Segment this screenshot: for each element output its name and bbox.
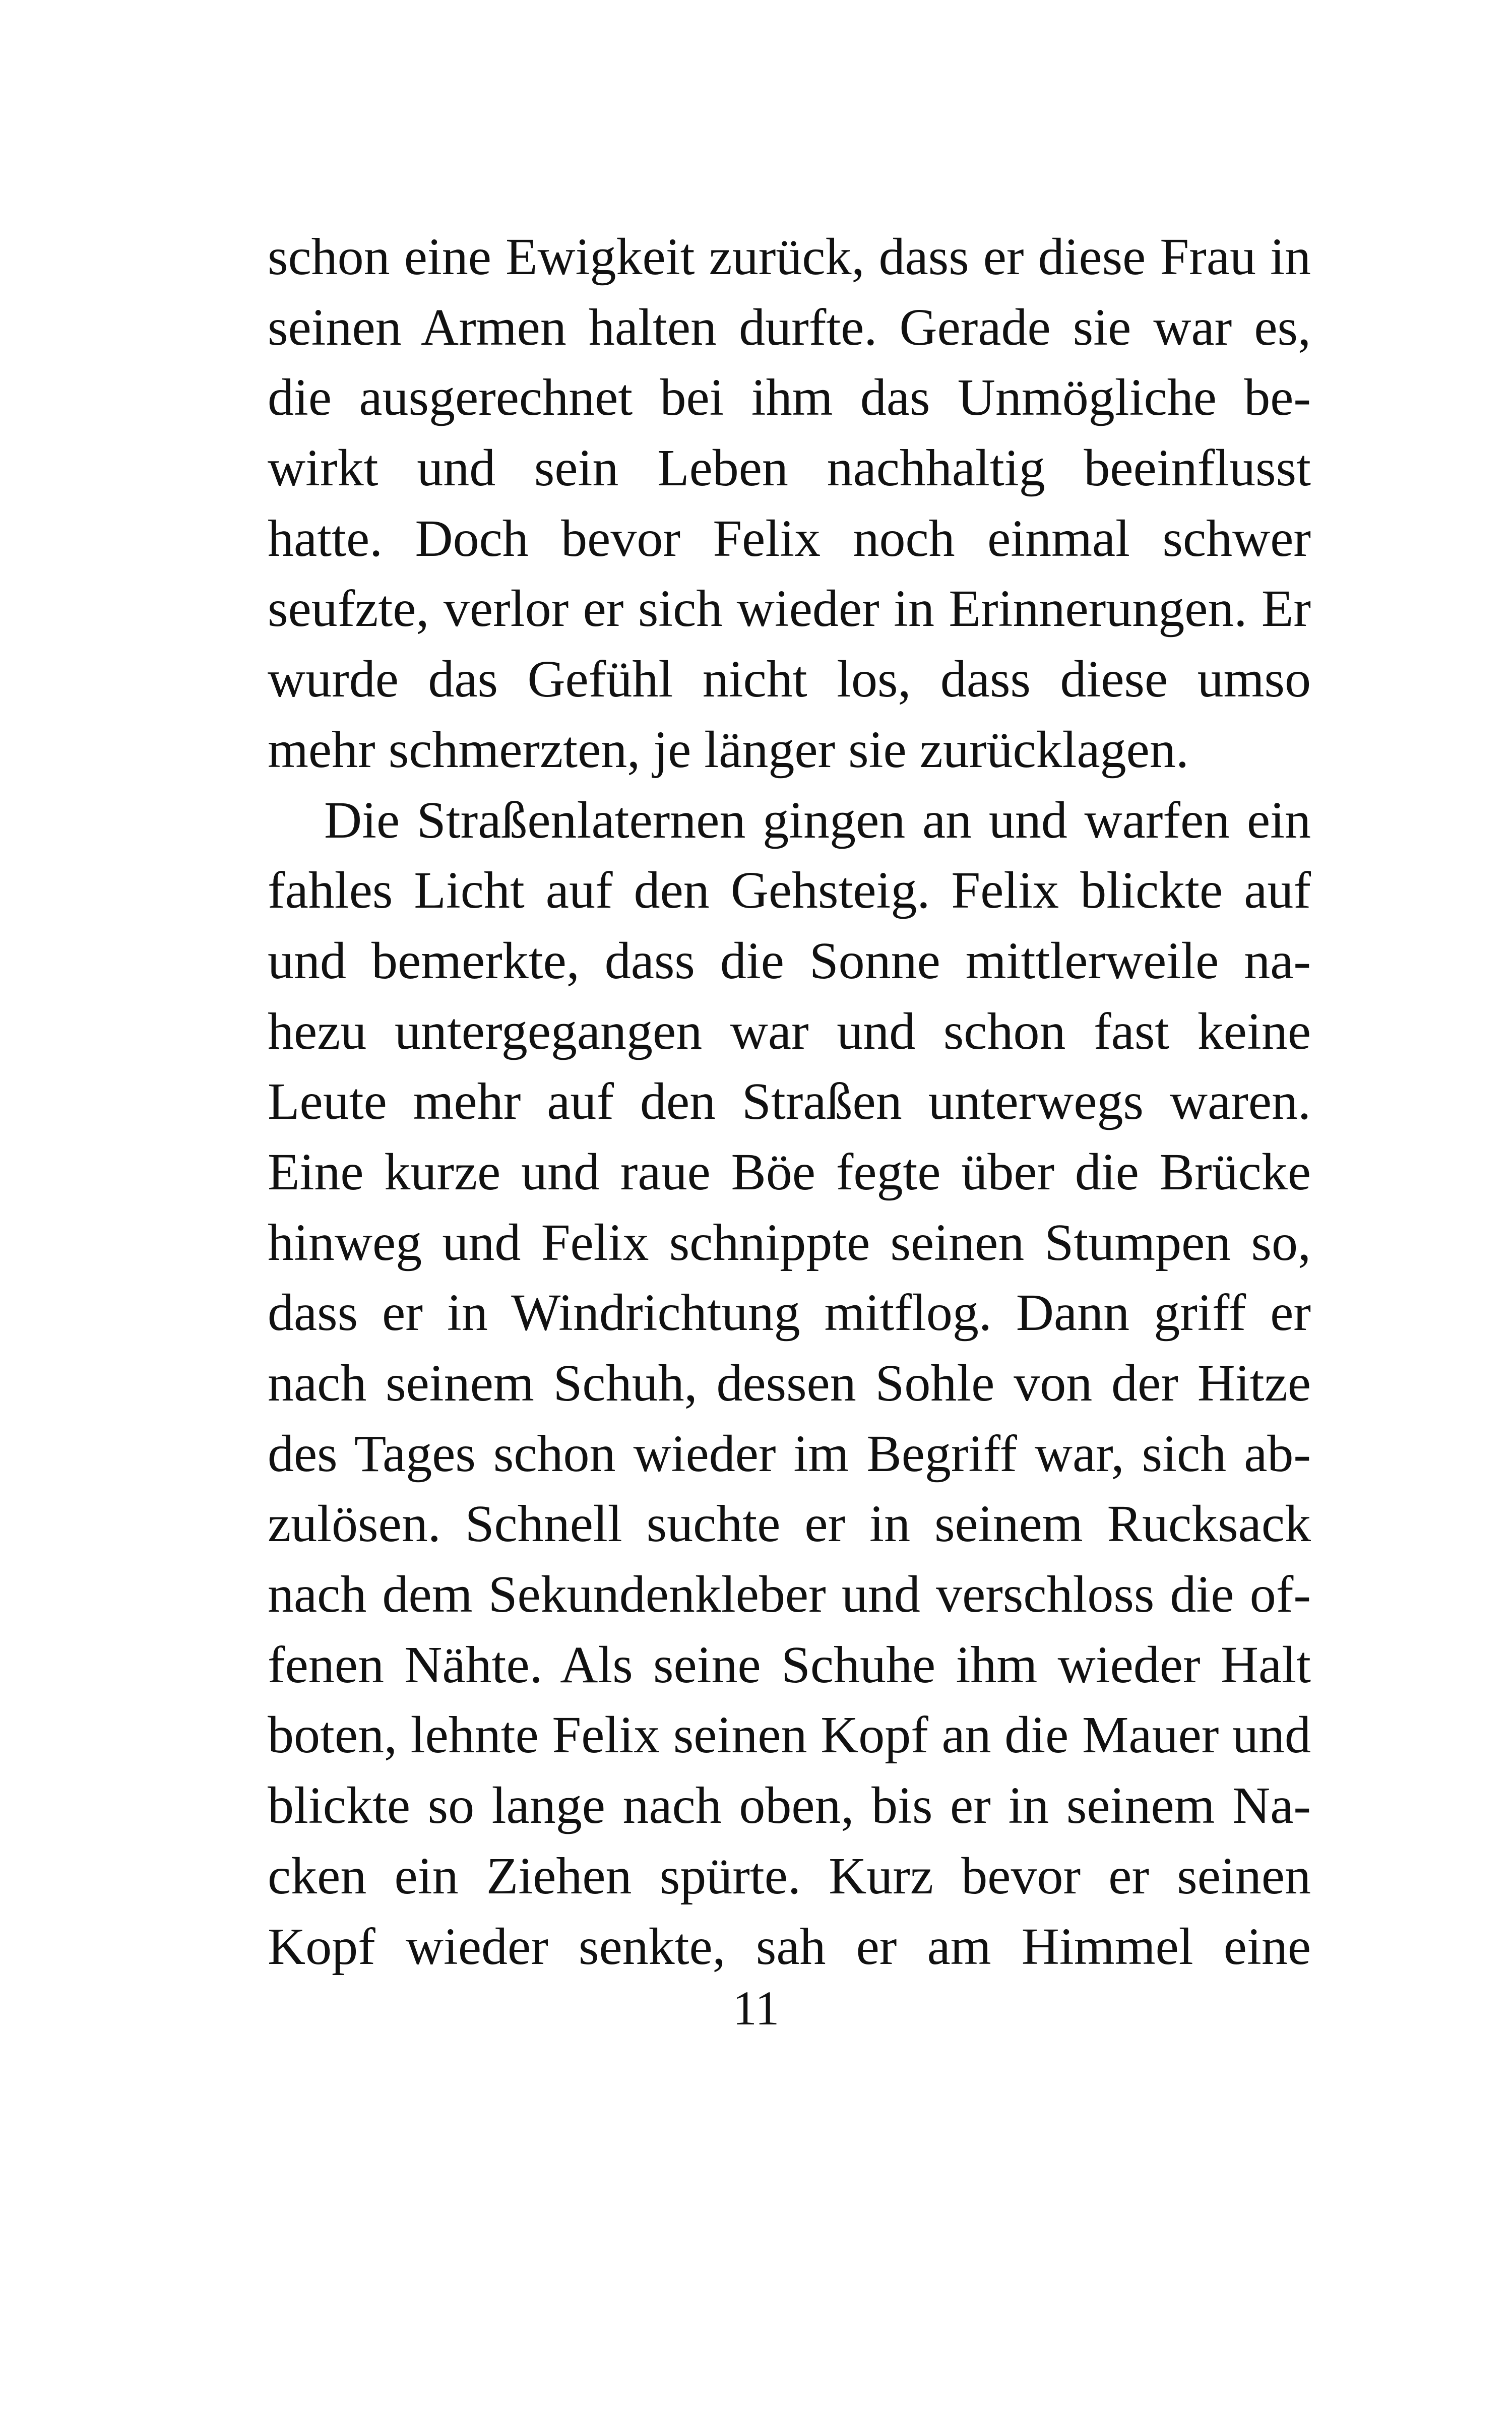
text-line: seufzte, verlor er sich wieder in Erinnerungen. Er: [268, 580, 1311, 638]
text-line: und bemerkte, dass die Sonne mittlerweile na-: [268, 931, 1311, 990]
text-line: die ausgerechnet bei ihm das Unmögliche be-: [268, 368, 1311, 427]
text-line: nach dem Sekundenkleber und verschloss die of-: [268, 1565, 1311, 1624]
text-line: fenen Nähte. Als seine Schuhe ihm wieder Halt: [268, 1635, 1311, 1694]
paragraph: [268, 785, 1311, 1982]
text-line: seinen Armen halten durfte. Gerade sie war es,: [268, 298, 1311, 356]
text-line: cken ein Ziehen spürte. Kurz bevor er seinen: [268, 1847, 1311, 1905]
text-line: boten, lehnte Felix seinen Kopf an die Mauer und: [268, 1706, 1311, 1764]
text-line: Leute mehr auf den Straßen unterwegs waren.: [268, 1072, 1311, 1131]
text-line: Kopf wieder senkte, sah er am Himmel eine: [268, 1917, 1311, 1976]
text-line: Eine kurze und raue Böe fegte über die Brücke: [268, 1142, 1311, 1201]
text-line: dass er in Windrichtung mitflog. Dann griff er: [268, 1284, 1311, 1342]
text-line: hatte. Doch bevor Felix noch einmal schwer: [268, 509, 1311, 567]
text-line: wurde das Gefühl nicht los, dass diese umso: [268, 650, 1311, 709]
paragraph: [268, 222, 1311, 785]
text-line: nach seinem Schuh, dessen Sohle von der Hitze: [268, 1354, 1311, 1412]
text-line: wirkt und sein Leben nachhaltig beeinflusst: [268, 439, 1311, 497]
text-line: schon eine Ewigkeit zurück, dass er diese Frau in: [268, 228, 1311, 286]
text-line: hezu untergegangen war und schon fast keine: [268, 1002, 1311, 1060]
text-line: zulösen. Schnell suchte er in seinem Rucksack: [268, 1495, 1311, 1553]
text-line: des Tages schon wieder im Begriff war, sich ab-: [268, 1424, 1311, 1483]
text-line: fahles Licht auf den Gehsteig. Felix blickte auf: [268, 861, 1311, 920]
text-line: Die Straßenlaternen gingen an und warfen ein: [324, 791, 1311, 849]
text-line: mehr schmerzten, je länger sie zurücklagen.: [268, 720, 1189, 779]
text-line: blickte so lange nach oben, bis er in seinem Na-: [268, 1776, 1311, 1835]
body-text: [268, 222, 1311, 1982]
page-number: 11: [732, 1981, 780, 2035]
text-line: hinweg und Felix schnippte seinen Stumpen so,: [268, 1213, 1311, 1272]
